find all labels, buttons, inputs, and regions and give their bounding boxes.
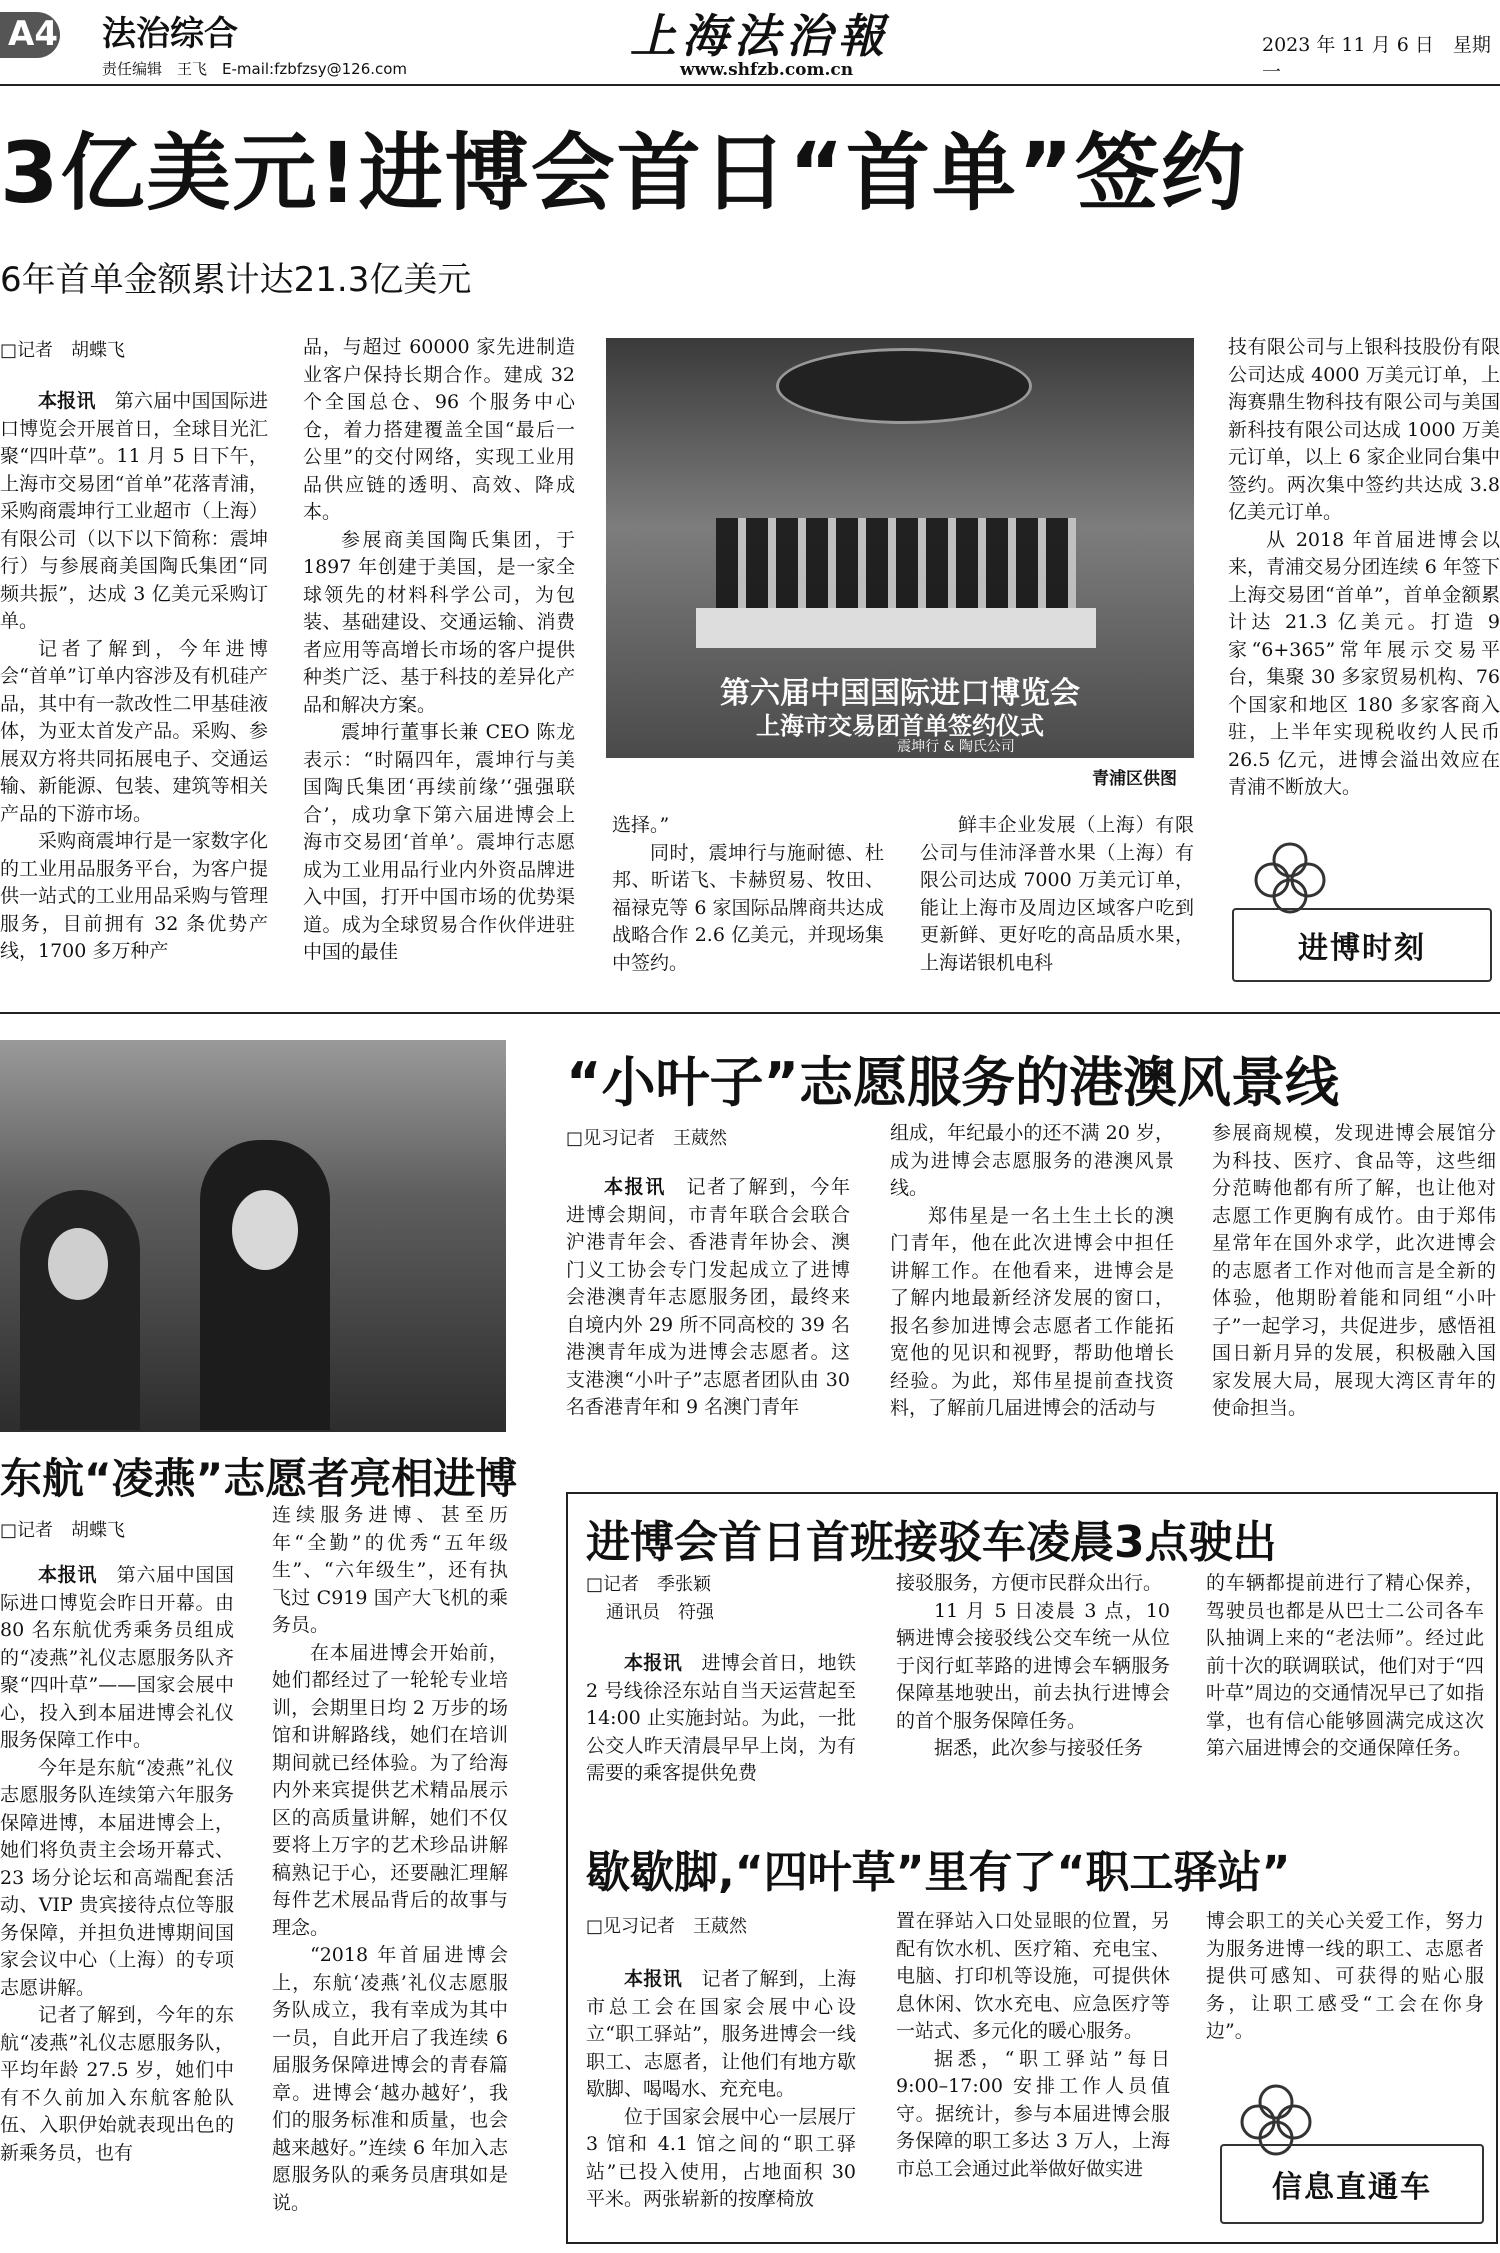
attendant-figure-1 xyxy=(200,1140,330,1430)
editor-line: 责任编辑 王飞 E-mail:fzbfzsy@126.com xyxy=(102,60,408,78)
station-headline: 歇歇脚,“四叶草”里有了“职工驿站” xyxy=(586,1847,1291,1898)
leaf-byline: □见习记者 王葳然 xyxy=(566,1128,728,1149)
paper-name: 上海法治報 xyxy=(630,9,890,63)
photo-banner: 第六届中国国际进口博览会 xyxy=(720,676,1080,711)
leaf-col-3: 参展商规模，发现进博会展馆分为科技、医疗、食品等，这些细分范畴他都有所了解，也让他对志愿工作更胸有成竹。由于郑伟星常年在国外求学，此次进博会的志愿者工作对他而言是全新的体验，他期盼着能和同组“小叶子”一起学习，共促进步，感悟祖国日新月异的发展，积极融入国家发展大局，展现大湾区青年的使命担当。 xyxy=(1212,1122,1496,1419)
crew-headline: 东航“凌燕”志愿者亮相进博 xyxy=(0,1454,518,1503)
attendant-face-2 xyxy=(48,1228,108,1300)
leaf-col-2: 组成，年纪最小的还不满 20 岁，成为进博会志愿服务的港澳风景线。 郑伟星是一名土生土长的澳门青年，他在此次进博会中担任讲解工作。在他看来，进博会是了解内地最新经济发展的窗口，报名参加进博会志愿者工作能拓宽他的见识和视野，帮助他增长经验。为此，郑伟星提前查找资料，了解前几届进博会的活动与 xyxy=(890,1122,1174,1419)
badge-info-express: 信息直通车 xyxy=(1220,2144,1484,2224)
bus-byline-1: □记者 季张颖 xyxy=(586,1574,712,1595)
issue-date: 2023 年 11 月 6 日 星期一 xyxy=(1262,34,1491,83)
station-col-3: 博会职工的关心关爱工作，努力为服务进博一线的职工、志愿者提供可感知、可获得的贴心服务，让职工感受“工会在你身边”。 xyxy=(1206,1910,1484,2042)
attendant-figure-2 xyxy=(20,1190,140,1430)
station-byline: □见习记者 王葳然 xyxy=(586,1916,748,1937)
crew-col-1: 本报讯 第六届中国国际进口博览会昨日开幕。由 80 名东航优秀乘务员组成的“凌燕”礼仪志愿服务队齐聚“四叶草”——国家会展中心，投入到本届进博会礼仪服务保障工作中。 今年是东航“凌燕”礼仪志愿服务队连续第六年服务保障进博，本届进博会上，她们将负责主会场开幕式、23 场分论坛和高端配套活动、VIP 贵宾接待点位等服务保障，并担负进博期间国家会议中心（上海）的专项志愿讲解。 记者了解到，今年的东航“凌燕”礼仪志愿服务队，平均年龄 27.5 岁，她们中有不久前加入东航客舱队伍、入职伊始就表现出色的新乘务员，也有 xyxy=(0,1564,234,2164)
bus-byline-2: 通讯员 符强 xyxy=(606,1602,714,1623)
lead-col-4: 鲜丰企业发展（上海）有限公司与佳沛泽普水果（上海）有限公司达成 7000 万美元订单，能让上海市及周边区域客户吃到更新鲜、更好吃的高品质水果，上海诺银机电科 xyxy=(920,814,1194,974)
lead-tag: 本报讯 xyxy=(38,390,96,412)
stage-ring xyxy=(776,348,1032,424)
badge-jinbo-moment: 进博时刻 xyxy=(1232,908,1492,982)
lead-col-2: 品，与超过 60000 家先进制造业客户保持长期合作。建成 32 个全国总仓、96 个服务中心仓，着力搭建覆盖全国“最后一公里”的交付网络，实现工业用品供应链的透明、高效、降成本。 参展商美国陶氏集团，于 1897 年创建于美国，是一家全球领先的材料科学公司，为包装、基础建设、交通运输、消费者应用等高增长市场的客户提供种类广泛、基于科技的差异化产品和解决方案。 震坤行董事长兼 CEO 陈龙表示：“时隔四年，震坤行与美国陶氏集团‘再续前缘’‘强强联合’，成功拿下第六届进博会上海市交易团‘首单’。震坤行志愿成为工业用品行业内外资品牌进入中国，打开中国市场的优势渠道。成为全球贸易合作伙伴进驻中国的最佳 xyxy=(303,336,575,963)
lead-headline: 3亿美元!进博会首日“首单”签约 xyxy=(0,124,1248,222)
section-rule-1 xyxy=(0,1012,1500,1014)
clover-icon xyxy=(1250,838,1330,918)
paper-url[interactable]: www.shfzb.com.cn xyxy=(680,60,854,80)
attendant-face-1 xyxy=(232,1190,298,1270)
leaf-headline: “小叶子”志愿服务的港澳风景线 xyxy=(566,1051,1339,1114)
bus-headline: 进博会首日首班接驳车凌晨3点驶出 xyxy=(586,1517,1277,1568)
masthead-rule xyxy=(0,84,1500,86)
photo-credit: 青浦区供图 xyxy=(1092,769,1177,789)
lead-col-1: 本报讯 第六届中国国际进口博览会开展首日，全球目光汇聚“四叶草”。11 月 5 日下午，上海市交易团“首单”花落青浦，采购商震坤行工业超市（上海）有限公司（以下以下简称：震坤行）与参展商美国陶氏集团“同频共振”，达成 3 亿美元采购订单。 记者了解到，今年进博会“首单”订单内容涉及有机硅产品，其中有一款改性二甲基硅液体，为亚太首发产品。采购、参展双方将共同拓展电子、交通运输、新能源、包装、建筑等相关产品的下游市场。 采购商震坤行是一家数字化的工业用品服务平台，为客户提供一站式的工业用品采购与管理服务，目前拥有 32 条优势产线，1700 多万种产 xyxy=(0,390,268,962)
station-col-2: 置在驿站入口处显眼的位置，另配有饮水机、医疗箱、充电宝、电脑、打印机等设施，可提供休息休闲、饮水充电、应急医疗等一站式、多元化的暖心服务。 据悉，“职工驿站”每日 9:00–17:00 安排工作人员值守。据统计，参与本届进博会服务保障的职工多达 3 万人，上海市总工会通过此举做好做实进 xyxy=(896,1910,1170,2180)
bus-col-3: 的车辆都提前进行了精心保养，驾驶员也都是从巴士二公司各车队抽调上来的“老法师”。经过此前十次的联调联试，他们对于“四叶草”周边的交通情况早已了如指掌，也有信心能够圆满完成这次第六届进博会的交通保障任务。 xyxy=(1206,1572,1484,1759)
station-col-1: 本报讯 记者了解到，上海市总工会在国家会展中心设立“职工驿站”，服务进博会一线职工、志愿者，让他们有地方歇歇脚、喝喝水、充充电。 位于国家会展中心一层展厅 3 馆和 4.1 馆之间的“职工驿站”已投入使用，占地面积 30 平米。两张崭新的按摩椅放 xyxy=(586,1968,856,2210)
lead-subhead: 6年首单金额累计达21.3亿美元 xyxy=(0,260,472,300)
section-title: 法治综合 xyxy=(102,14,238,54)
photo-banner-small: 震坤行 & 陶氏公司 xyxy=(897,739,1015,755)
page-number: A4 xyxy=(8,14,58,54)
signing-table xyxy=(696,608,1096,648)
bus-col-1: 本报讯 进博会首日，地铁 2 号线徐泾东站自当天运营起至 14:00 止实施封站。为此，一批公交人昨天清晨早早上岗，为有需要的乘客提供免费 xyxy=(586,1652,856,1784)
crew-col-2: 连续服务进博、甚至历年“全勤”的优秀“五年级生”、“六年级生”，还有执飞过 C919 国产大飞机的乘务员。 在本届进博会开始前，她们都经过了一轮轮专业培训，会期里日均 2 万步的场馆和讲解路线，她们在培训期间就已经体验。为了给海内外来宾提供艺术精品展示区的高质量讲解，她们不仅要将上万字的艺术珍品讲解稿熟记于心，还要融汇理解每件艺术展品背后的故事与理念。 “2018 年首届进博会上，东航‘凌燕’礼仪志愿服务队成立，我有幸成为其中一员，自此开启了我连续 6 届服务保障进博会的青春篇章。进博会‘越办越好’，我们的服务标准和质量，也会越来越好。”连续 6 年加入志愿服务队的乘务员唐琪如是说。 xyxy=(272,1504,508,2214)
flight-attendants-photo xyxy=(0,1040,506,1432)
bus-col-2: 接驳服务，方便市民群众出行。 11 月 5 日凌晨 3 点，10 辆进博会接驳线公交车统一从位于闵行虹莘路的进博会车辆服务保障基地驶出，前去执行进博会的首个服务保障任务。 据悉，此次参与接驳任务 xyxy=(896,1572,1170,1759)
photo-banner-sub: 上海市交易团首单签约仪式 xyxy=(756,712,1044,740)
lead-col-3: 选择。” 同时，震坤行与施耐德、杜邦、昕诺飞、卡赫贸易、牧田、福禄克等 6 家国际品牌商共达成战略合作 2.6 亿美元，并现场集中签约。 xyxy=(612,814,884,974)
lead-byline: □记者 胡蝶飞 xyxy=(0,340,126,361)
signing-ceremony-photo xyxy=(606,338,1194,758)
crew-byline: □记者 胡蝶飞 xyxy=(0,1520,126,1541)
leaf-col-1: 本报讯 记者了解到，今年进博会期间，市青年联合会联合沪港青年会、香港青年协会、澳门义工协会专门发起成立了进博会港澳青年志愿服务团，最终来自境内外 29 所不同高校的 39 名港澳青年成为进博会志愿者。这支港澳“小叶子”志愿者团队由 30 名香港青年和 9 名澳门青年 xyxy=(566,1176,850,1418)
people-row xyxy=(716,518,1076,608)
lead-col-5: 技有限公司与上银科技股份有限公司达成 4000 万美元订单，上海赛鼎生物科技有限公司与美国新科技有限公司达成 1000 万美元订单，以上 6 家企业同台集中签约。两次集中签约共达成 3.8 亿美元订单。 从 2018 年首届进博会以来，青浦交易分团连续 6 年签下上海交易团“首单”，首单金额累计达 21.3 亿美元。打造 9 家“6+365”常年展示交易平台，集聚 30 多家贸易机构、76 个国家和地区 180 多家客商入驻，上半年实现税收约人民币 26.5 亿元，进博会溢出效应在青浦不断放大。 xyxy=(1228,336,1500,798)
